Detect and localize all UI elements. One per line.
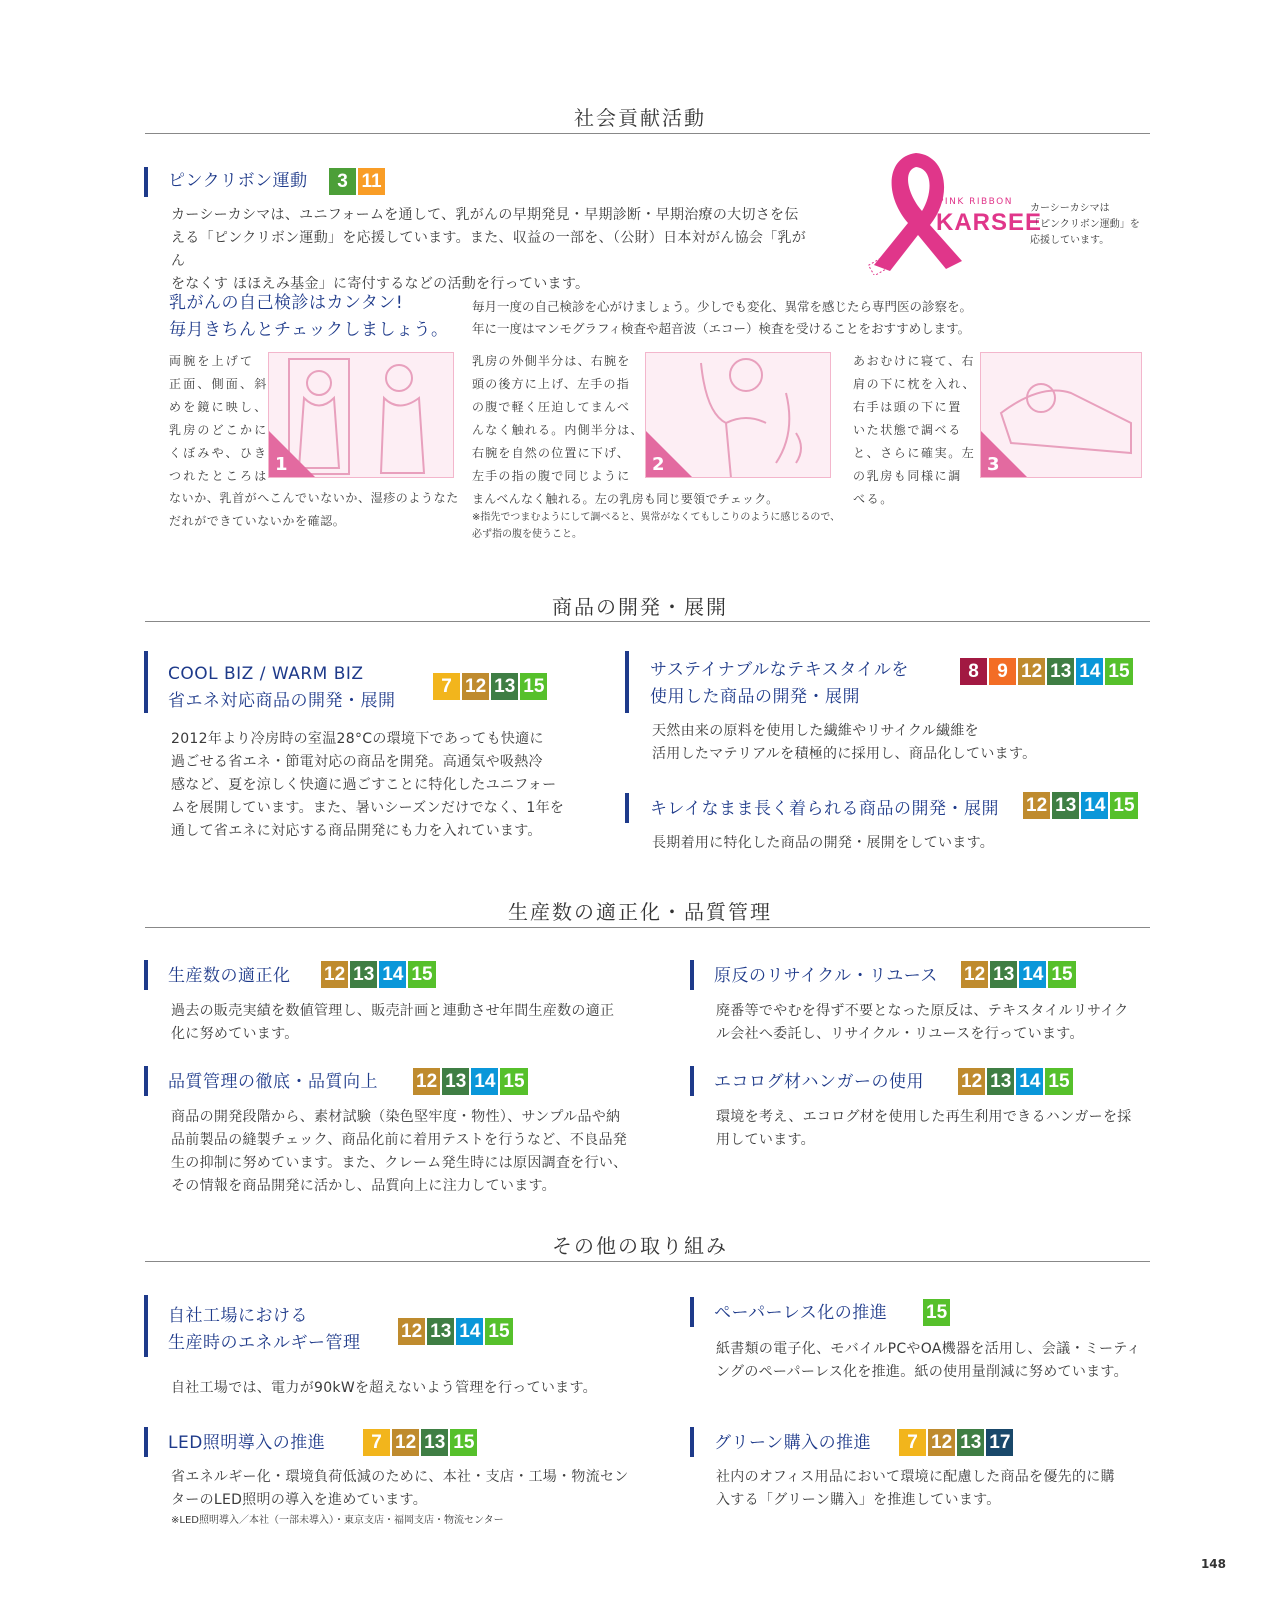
text-line: 通して省エネに対応する商品開発にも力を入れています。 bbox=[171, 823, 542, 839]
step1-side-text bbox=[169, 350, 268, 488]
heading-recycle: 原反のリサイクル・リユース bbox=[714, 966, 938, 986]
text-line: の腹で軽く圧迫してまんべ bbox=[472, 400, 631, 414]
text-line: 頭の後方に上げ、左手の指 bbox=[472, 377, 630, 391]
heading-bar bbox=[144, 1295, 148, 1357]
heading-bar bbox=[144, 651, 148, 713]
text-line: 毎月きちんとチェックしましょう。 bbox=[169, 320, 449, 340]
text-line: カーシーカシマは bbox=[1030, 203, 1110, 214]
section-title-other: その他の取り組み bbox=[552, 1234, 728, 1258]
sdg-badge: 7 bbox=[363, 1429, 390, 1456]
sdg-badge: 9 bbox=[989, 658, 1016, 685]
sdg-badge: 15 bbox=[450, 1429, 477, 1456]
text-line: 省エネルギー化・環境負荷低減のために、本社・支店・工場・物流セン bbox=[171, 1469, 629, 1485]
heading-bar bbox=[144, 167, 148, 197]
sdg-badge: 15 bbox=[1105, 658, 1132, 685]
heading-bar bbox=[625, 651, 629, 713]
sdg-badge: 12 bbox=[398, 1318, 425, 1345]
text-line: える「ピンクリボン運動」を応援しています。また、収益の一部を、（公財）日本対がん協会「乳がん bbox=[171, 230, 807, 269]
text-line: 天然由来の原料を使用した繊維やリサイクル繊維を bbox=[652, 723, 979, 739]
sdg-badges-hanger bbox=[958, 1068, 1073, 1095]
text-line: ないか、乳首がへこんでいないか、湿疹のようなた bbox=[169, 491, 459, 505]
led-body bbox=[171, 1466, 661, 1512]
sdg-badge: 17 bbox=[986, 1429, 1013, 1456]
self-check-intro bbox=[472, 296, 972, 340]
sdg-badge: 3 bbox=[329, 168, 356, 195]
text-line: 毎月一度の自己検診を心がけましょう。少しでも変化、異常を感じたら専門医の診察を。 bbox=[472, 299, 973, 314]
sdg-badge: 12 bbox=[1023, 792, 1050, 819]
hanger-body bbox=[716, 1106, 1156, 1152]
heading-sustainable bbox=[650, 657, 909, 711]
sdg-badge: 15 bbox=[408, 961, 435, 988]
text-line: 過去の販売実績を数値管理し、販売計画と連動させ年間生産数の適正 bbox=[171, 1003, 615, 1019]
pink-ribbon-logo bbox=[846, 145, 1043, 275]
self-check-heading bbox=[169, 290, 449, 344]
heading-longwear: キレイなまま長く着られる商品の開発・展開 bbox=[650, 799, 999, 819]
heading-led: LED照明導入の推進 bbox=[168, 1433, 326, 1453]
text-line: 社内のオフィス用品において環境に配慮した商品を優先的に購 bbox=[716, 1469, 1115, 1485]
text-line: 乳がんの自己検診はカンタン! bbox=[169, 293, 404, 313]
text-line: 肩の下に枕を入れ、 bbox=[853, 377, 977, 391]
text-line: その情報を商品開発に活かし、品質向上に注力しています。 bbox=[171, 1178, 556, 1194]
text-line: 右手は頭の下に置 bbox=[853, 400, 962, 414]
sdg-badge: 13 bbox=[491, 673, 518, 700]
text-line: 紙書類の電子化、モバイルPCやOA機器を活用し、会議・ミーティ bbox=[716, 1341, 1141, 1357]
section-divider bbox=[145, 927, 1150, 928]
sdg-badge: 15 bbox=[923, 1299, 950, 1326]
section-title-social: 社会貢献活動 bbox=[574, 106, 706, 130]
text-line: 乳房のどこかに bbox=[169, 423, 269, 437]
text-line: 2012年より冷房時の室温28°Cの環境下であっても快適に bbox=[171, 731, 544, 747]
cool-biz-body bbox=[171, 728, 571, 843]
sdg-badges-optimize bbox=[321, 961, 436, 988]
sdg-badge: 12 bbox=[413, 1068, 440, 1095]
text-line: 右腕を自然の位置に下げ、 bbox=[472, 446, 630, 460]
sdg-badge: 13 bbox=[350, 961, 377, 988]
sdg-badge: 12 bbox=[928, 1429, 955, 1456]
sdg-badge: 13 bbox=[427, 1318, 454, 1345]
page-number: 148 bbox=[1200, 1557, 1226, 1571]
step3-illustration bbox=[980, 352, 1142, 478]
text-line: 応援しています。 bbox=[1030, 235, 1110, 246]
sdg-badge: 12 bbox=[462, 673, 489, 700]
sdg-badges-cool bbox=[433, 673, 547, 700]
text-line: めを鏡に映し、 bbox=[169, 400, 269, 414]
text-line: カーシーカシマは、ユニフォームを通して、乳がんの早期発見・早期診断・早期治療の大切さを伝 bbox=[171, 207, 799, 223]
text-line: 左手の指の腹で同じように bbox=[472, 469, 631, 483]
sdg-badge: 14 bbox=[456, 1318, 483, 1345]
heading-paperless: ペーパーレス化の推進 bbox=[714, 1303, 888, 1323]
text-line: 使用した商品の開発・展開 bbox=[650, 687, 860, 707]
text-line: 品前製品の縫製チェック、商品化前に着用テストを行うなど、不良品発 bbox=[171, 1132, 628, 1148]
sdg-badge: 12 bbox=[958, 1068, 985, 1095]
sdg-badges-paperless bbox=[923, 1299, 950, 1326]
text-line: の乳房も同様に調 bbox=[853, 469, 962, 483]
text-line: COOL BIZ / WARM BIZ bbox=[168, 664, 364, 684]
text-line: 活用したマテリアルを積極的に採用し、商品化しています。 bbox=[652, 746, 1037, 762]
text-line: と、さらに確実。左 bbox=[853, 446, 976, 460]
sdg-badge: 11 bbox=[358, 168, 385, 195]
heading-cool-biz bbox=[168, 661, 396, 715]
sdg-badge: 8 bbox=[960, 658, 987, 685]
heading-optimize: 生産数の適正化 bbox=[168, 966, 291, 986]
logo-main-text: KARSEE bbox=[936, 209, 1043, 236]
heading-bar bbox=[690, 1427, 694, 1457]
step2-illustration bbox=[645, 352, 831, 478]
text-line: 省エネ対応商品の開発・展開 bbox=[168, 691, 396, 711]
step-number: 2 bbox=[652, 454, 665, 475]
sdg-badge: 13 bbox=[990, 961, 1017, 988]
paperless-body bbox=[716, 1338, 1156, 1384]
text-line: 入する「グリーン購入」を推進しています。 bbox=[716, 1492, 1001, 1508]
pink-ribbon-body bbox=[171, 204, 811, 296]
heading-bar bbox=[144, 960, 148, 990]
text-line: 自社工場における bbox=[168, 1306, 308, 1326]
sdg-badge: 14 bbox=[471, 1068, 498, 1095]
sdg-badge: 13 bbox=[957, 1429, 984, 1456]
sdg-badges-pink bbox=[329, 168, 385, 195]
text-line: 環境を考え、エコログ材を使用した再生利用できるハンガーを採 bbox=[716, 1109, 1132, 1125]
recycle-body bbox=[716, 1000, 1156, 1046]
text-line: 用しています。 bbox=[716, 1132, 815, 1148]
text-line: つれたところは bbox=[169, 469, 269, 483]
sdg-badges-recycle bbox=[961, 961, 1076, 988]
sdg-badge: 7 bbox=[433, 673, 460, 700]
text-line: あおむけに寝て、右 bbox=[853, 354, 976, 368]
sdg-badges-factory bbox=[398, 1318, 513, 1345]
text-line: ※指先でつまむようにして調べると、異常がなくてもしこりのように感じるので、 bbox=[472, 512, 841, 523]
text-line: サステイナブルなテキスタイルを bbox=[650, 660, 909, 680]
logo-small-text: PINK RIBBON bbox=[938, 197, 1013, 207]
sdg-badge: 14 bbox=[1016, 1068, 1043, 1095]
factory-body bbox=[171, 1377, 651, 1400]
text-line: をなくす ほほえみ基金」に寄付するなどの活動を行っています。 bbox=[171, 276, 590, 292]
sdg-badge: 13 bbox=[442, 1068, 469, 1095]
sdg-badge: 14 bbox=[1076, 658, 1103, 685]
text-line: 両腕を上げて bbox=[169, 354, 255, 368]
sdg-badges-green bbox=[899, 1429, 1013, 1456]
text-line: 乳房の外側半分は、右腕を bbox=[472, 354, 631, 368]
step2-note bbox=[472, 509, 852, 543]
sdg-badge: 15 bbox=[1110, 792, 1137, 819]
step1-illustration bbox=[268, 352, 454, 478]
text-line: んなく触れる。内側半分は、 bbox=[472, 423, 644, 437]
text-line: いた状態で調べる bbox=[853, 423, 962, 437]
text-line: まんべんなく触れる。左の乳房も同じ要領でチェック。 bbox=[472, 492, 779, 506]
section-divider bbox=[145, 1261, 1150, 1262]
sdg-badge: 13 bbox=[1047, 658, 1074, 685]
text-line: 廃番等でやむを得ず不要となった原反は、テキスタイルリサイク bbox=[716, 1003, 1129, 1019]
heading-bar bbox=[625, 793, 629, 823]
sdg-badges-quality bbox=[413, 1068, 528, 1095]
heading-bar bbox=[144, 1427, 148, 1457]
text-line: 自社工場では、電力が90kWを超えないよう管理を行っています。 bbox=[171, 1380, 597, 1396]
optimize-body bbox=[171, 1000, 651, 1046]
section-divider bbox=[145, 621, 1150, 622]
sdg-badge: 15 bbox=[1045, 1068, 1072, 1095]
step3-side-text bbox=[853, 350, 976, 511]
sdg-badge: 15 bbox=[520, 673, 547, 700]
text-line: 商品の開発段階から、素材試験（染色堅牢度・物性）、サンプル品や納 bbox=[171, 1109, 621, 1125]
heading-green: グリーン購入の推進 bbox=[714, 1433, 872, 1453]
heading-bar bbox=[690, 960, 694, 990]
sdg-badge: 14 bbox=[1019, 961, 1046, 988]
text-line: だれができていないかを確認。 bbox=[169, 514, 346, 528]
heading-bar bbox=[690, 1066, 694, 1096]
heading-factory bbox=[168, 1303, 361, 1357]
sdg-badge: 7 bbox=[899, 1429, 926, 1456]
text-line: くぼみや、ひき bbox=[169, 446, 269, 460]
text-line: 化に努めています。 bbox=[171, 1026, 299, 1042]
text-line: ターのLED照明の導入を進めています。 bbox=[171, 1492, 428, 1508]
logo-caption bbox=[1030, 201, 1140, 249]
sdg-badge: 14 bbox=[379, 961, 406, 988]
heading-bar bbox=[690, 1297, 694, 1327]
sdg-badge: 15 bbox=[1048, 961, 1075, 988]
section-title-products: 商品の開発・展開 bbox=[552, 595, 728, 619]
text-line: 過ごせる省エネ・節電対応の商品を開発。高通気や吸熱冷 bbox=[171, 754, 543, 770]
text-line: 感など、夏を涼しく快適に過ごすことに特化したユニフォー bbox=[171, 777, 557, 793]
sdg-badge: 12 bbox=[321, 961, 348, 988]
sdg-badge: 13 bbox=[421, 1429, 448, 1456]
sustainable-body bbox=[652, 720, 1112, 766]
sdg-badge: 13 bbox=[987, 1068, 1014, 1095]
heading-hanger: エコログ材ハンガーの使用 bbox=[714, 1072, 924, 1092]
sdg-badges-sustainable bbox=[960, 658, 1133, 685]
sdg-badges-led bbox=[363, 1429, 477, 1456]
text-line: 正面、側面、斜 bbox=[169, 377, 269, 391]
text-line: ル会社へ委託し、リサイクル・リユースを行っています。 bbox=[716, 1026, 1084, 1042]
step-number: 3 bbox=[987, 454, 1000, 475]
text-line: べる。 bbox=[853, 492, 894, 506]
text-line: ングのペーパーレス化を推進。紙の使用量削減に努めています。 bbox=[716, 1364, 1128, 1380]
step-number: 1 bbox=[275, 454, 288, 475]
text-line: ムを展開しています。また、暑いシーズンだけでなく、1年を bbox=[171, 800, 565, 816]
text-line: 生産時のエネルギー管理 bbox=[168, 1333, 361, 1353]
longwear-body bbox=[652, 832, 1112, 855]
heading-bar bbox=[144, 1066, 148, 1096]
heading-quality: 品質管理の徹底・品質向上 bbox=[168, 1072, 378, 1092]
quality-body bbox=[171, 1106, 661, 1198]
text-line: 「ピンクリボン運動」を bbox=[1030, 219, 1140, 230]
step1-bottom-text bbox=[169, 487, 459, 533]
sdg-badge: 12 bbox=[392, 1429, 419, 1456]
sdg-badge: 12 bbox=[1018, 658, 1045, 685]
sdg-badge: 15 bbox=[500, 1068, 527, 1095]
sdg-badges-longwear bbox=[1023, 792, 1138, 819]
sdg-badge: 13 bbox=[1052, 792, 1079, 819]
text-line: 年に一度はマンモグラフィ検査や超音波（エコー）検査を受けることをおすすめします。 bbox=[472, 321, 971, 336]
text-line: 必ず指の腹を使うこと。 bbox=[472, 529, 582, 540]
section-title-production: 生産数の適正化・品質管理 bbox=[508, 900, 772, 924]
text-line: 生の抑制に努めています。また、クレーム発生時には原因調査を行い、 bbox=[171, 1155, 628, 1171]
sdg-badge: 15 bbox=[485, 1318, 512, 1345]
sdg-badge: 14 bbox=[1081, 792, 1108, 819]
led-note: ※LED照明導入／本社（一部未導入）・東京支店・福岡支店・物流センター bbox=[171, 1515, 504, 1526]
section-divider bbox=[145, 133, 1150, 134]
green-body bbox=[716, 1466, 1156, 1512]
sdg-badge: 12 bbox=[961, 961, 988, 988]
heading-pink-ribbon: ピンクリボン運動 bbox=[168, 171, 308, 191]
text-line: 長期着用に特化した商品の開発・展開をしています。 bbox=[652, 835, 995, 851]
